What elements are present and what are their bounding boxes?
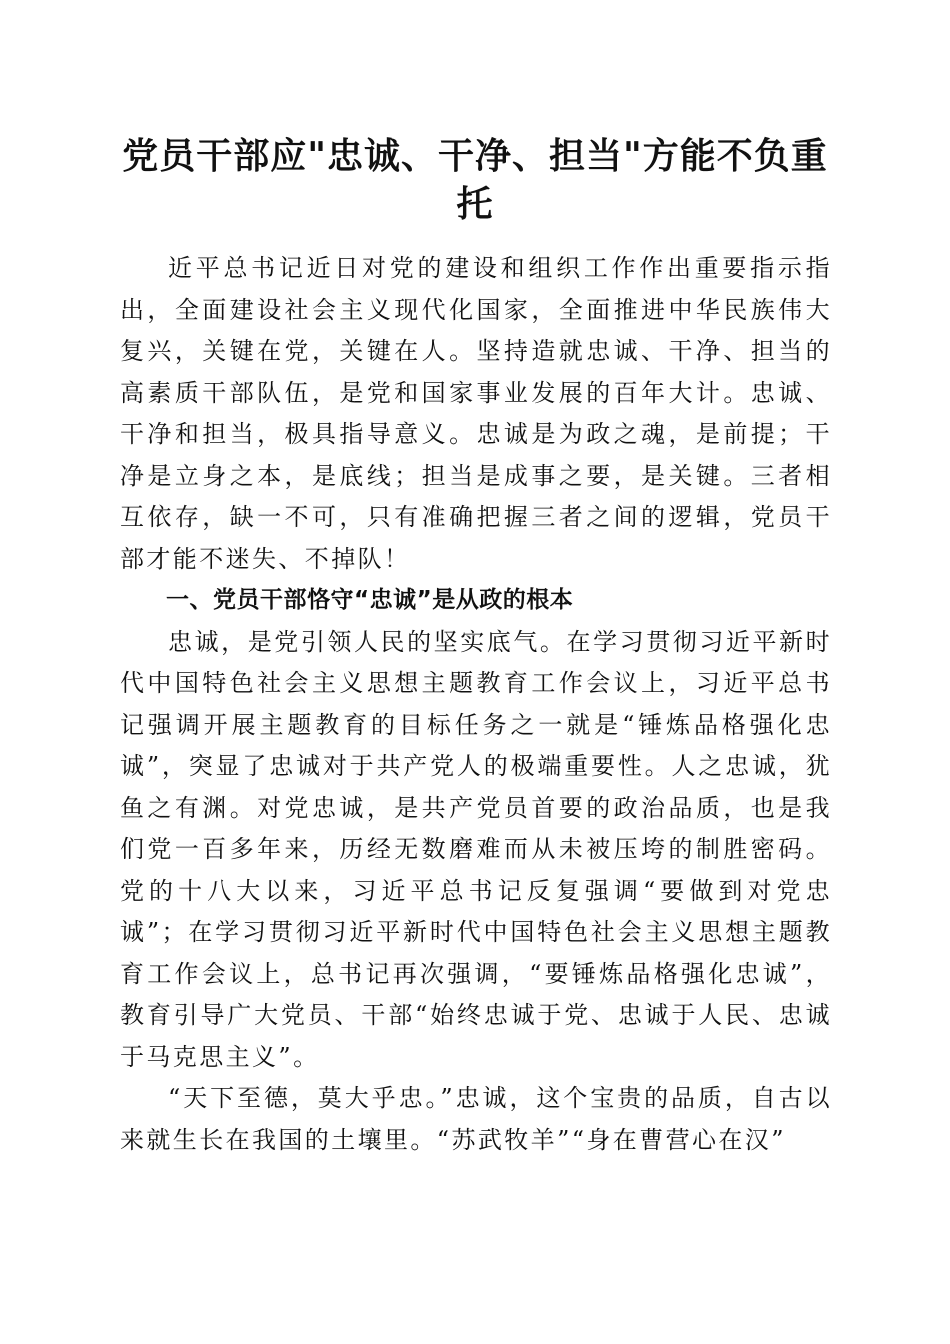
document-body [120, 248, 832, 1161]
intro-paragraph: 近平总书记近日对党的建设和组织工作作出重要指示指出，全面建设社会主义现代化国家，全面推进中华民族伟大复兴，关键在党，关键在人。坚持造就忠诚、干净、担当的高素质干部队伍，是党和国家事业发展的百年大计。忠诚、干净和担当，极具指导意义。忠诚是为政之魂，是前提；干净是立身之本，是底线；担当是成事之要，是关键。三者相互依存，缺一不可，只有准确把握三者之间的逻辑，党员干部才能不迷失、不掉队！ [120, 254, 832, 573]
document-title: 党员干部应"忠诚、干净、担当"方能不负重托 [122, 135, 828, 225]
section-paragraph: “天下至德，莫大乎忠。”忠诚，这个宝贵的品质，自古以来就生长在我国的土壤里。“苏武牧羊”“身在曹营心在汉” [120, 1084, 832, 1154]
section-paragraph: 忠诚，是党引领人民的坚实底气。在学习贯彻习近平新时代中国特色社会主义思想主题教育工作会议上，习近平总书记强调开展主题教育的目标任务之一就是“锤炼品格强化忠诚”，突显了忠诚对于共产党人的极端重要性。人之忠诚，犹鱼之有渊。对党忠诚，是共产党员首要的政治品质，也是我们党一百多年来，历经无数磨难而从未被压垮的制胜密码。党的十八大以来，习近平总书记反复强调“要做到对党忠诚”；在学习贯彻习近平新时代中国特色社会主义思想主题教育工作会议上，总书记再次强调，“要锤炼品格强化忠诚”，教育引导广大党员、干部“始终忠诚于党、忠诚于人民、忠诚于马克思主义”。 [120, 627, 832, 1071]
section-heading: 一、党员干部恪守“忠诚”是从政的根本 [166, 587, 574, 613]
